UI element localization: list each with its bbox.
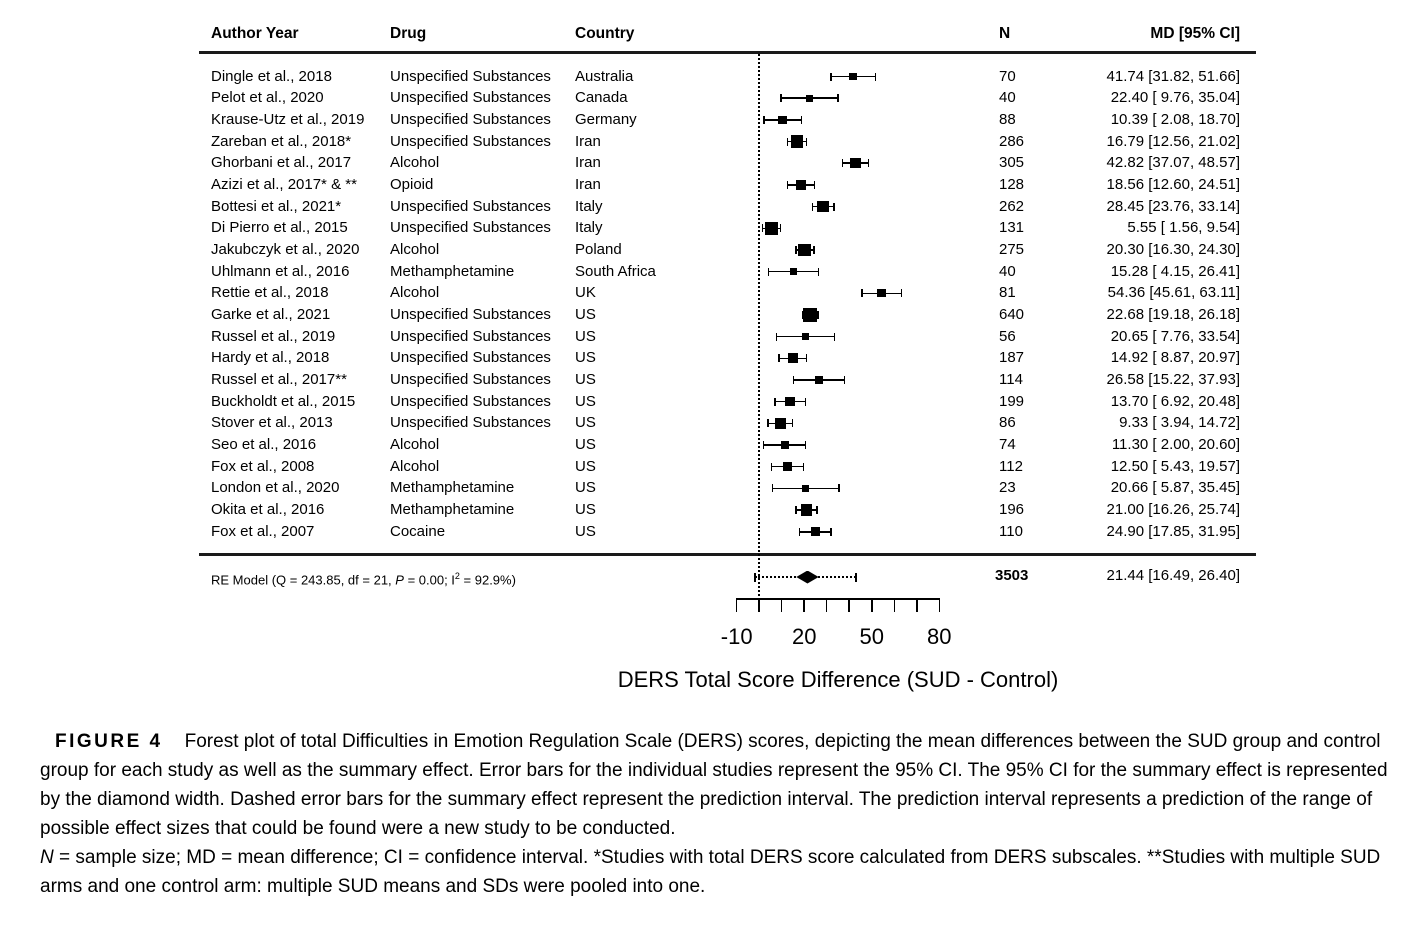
effect-marker — [798, 244, 811, 257]
ci-cap-left — [776, 333, 778, 341]
ci-cap-left — [861, 289, 863, 297]
study-author: London et al., 2020 — [211, 479, 340, 497]
study-n: 56 — [999, 327, 1016, 345]
study-n: 640 — [999, 305, 1025, 323]
effect-marker — [765, 222, 778, 235]
study-n: 74 — [999, 436, 1016, 454]
effect-marker — [778, 116, 787, 125]
prediction-interval-cap-right — [855, 573, 857, 582]
ci-cap-left — [799, 528, 801, 536]
x-axis-tick — [848, 598, 850, 612]
study-author: Russel et al., 2019 — [211, 327, 336, 345]
x-axis-title: DERS Total Score Difference (SUD - Control) — [617, 667, 1059, 692]
study-md-ci: 16.79 [12.56, 21.02] — [1106, 132, 1240, 150]
ci-cap-right — [816, 506, 818, 514]
bottom-rule — [199, 553, 1256, 556]
study-md-ci: 14.92 [ 8.87, 20.97] — [1110, 349, 1240, 367]
study-md-ci: 5.55 [ 1.56, 9.54] — [1127, 219, 1240, 237]
x-axis-tick — [758, 598, 760, 612]
study-country: US — [575, 327, 596, 345]
x-axis-tick-label: 80 — [927, 624, 952, 649]
effect-marker — [788, 353, 798, 363]
study-drug: Unspecified Substances — [390, 132, 551, 150]
ci-cap-right — [780, 224, 782, 232]
x-axis-tick — [939, 598, 941, 612]
ci-cap-right — [868, 159, 870, 167]
ci-cap-right — [806, 138, 808, 146]
study-md-ci: 26.58 [15.22, 37.93] — [1106, 371, 1240, 389]
effect-marker — [803, 308, 817, 322]
study-author: Ghorbani et al., 2017 — [211, 154, 352, 172]
ci-cap-left — [772, 484, 774, 492]
study-drug: Alcohol — [390, 436, 440, 454]
ci-cap-left — [763, 116, 765, 124]
column-header-n: N — [999, 25, 1011, 42]
zero-reference-line — [758, 54, 760, 612]
study-author: Stover et al., 2013 — [211, 414, 333, 432]
ci-cap-right — [830, 528, 832, 536]
summary-n-value: 3503 — [995, 567, 1029, 584]
study-drug: Unspecified Substances — [390, 110, 551, 128]
figure-caption-notes: = sample size; MD = mean difference; CI = confidence interval. *Studies with total DERS score calculated from DERS subscales. **Studies with multiple SUD arms and one control arm: multiple SUD means and SDs were pooled into one. — [40, 847, 1381, 897]
ci-cap-right — [844, 376, 846, 384]
study-md-ci: 12.50 [ 5.43, 19.57] — [1110, 457, 1240, 475]
x-axis-tick — [781, 598, 783, 612]
study-n: 112 — [999, 457, 1023, 475]
study-drug: Unspecified Substances — [390, 89, 551, 107]
ci-cap-right — [801, 116, 803, 124]
prediction-interval-cap-left — [754, 573, 756, 582]
ci-cap-right — [833, 203, 835, 211]
figure-caption-text: Forest plot of total Difficulties in Emotion Regulation Scale (DERS) scores, depicting the mean differences between the SUD group and control group for each study as well as the summary effect. Error bars for the individual studies represent the 95% CI. The 95% CI for the summary effect is represented by the diamond width. Dashed error bars for the summary effect represent the prediction interval. The prediction interval represents a prediction of the range of possible effect sizes that could be found were a new study to be conducted. — [40, 731, 1388, 839]
column-header-drug: Drug — [390, 25, 427, 42]
study-author: Dingle et al., 2018 — [211, 67, 332, 85]
study-country: US — [575, 436, 596, 454]
ci-cap-left — [830, 73, 832, 81]
summary-diamond — [796, 571, 818, 584]
study-country: US — [575, 349, 596, 367]
study-n: 23 — [999, 479, 1016, 497]
header-rule — [199, 51, 1256, 54]
study-country: Germany — [575, 110, 637, 128]
study-drug: Unspecified Substances — [390, 305, 551, 323]
study-country: US — [575, 522, 596, 540]
study-author: Buckholdt et al., 2015 — [211, 392, 356, 410]
ci-cap-left — [812, 203, 814, 211]
study-n: 187 — [999, 349, 1025, 367]
x-axis-tick-label: -10 — [720, 624, 753, 649]
ci-cap-left — [767, 419, 769, 427]
study-drug: Alcohol — [390, 284, 440, 302]
study-author: Seo et al., 2016 — [211, 436, 317, 454]
study-drug: Cocaine — [390, 522, 446, 540]
study-author: Fox et al., 2007 — [211, 522, 315, 540]
study-country: Iran — [575, 175, 601, 193]
study-author: Bottesi et al., 2021* — [211, 197, 342, 215]
study-author: Rettie et al., 2018 — [211, 284, 329, 302]
study-md-ci: 54.36 [45.61, 63.11] — [1107, 284, 1240, 302]
study-drug: Alcohol — [390, 457, 440, 475]
study-n: 86 — [999, 414, 1016, 432]
study-country: Italy — [575, 197, 603, 215]
study-n: 70 — [999, 67, 1016, 85]
study-author: Jakubczyk et al., 2020 — [211, 240, 360, 258]
study-n: 81 — [999, 284, 1016, 302]
study-country: US — [575, 414, 596, 432]
ci-cap-left — [771, 463, 773, 471]
ci-cap-left — [793, 376, 795, 384]
study-n: 275 — [999, 240, 1025, 258]
study-md-ci: 21.00 [16.26, 25.74] — [1106, 501, 1240, 519]
effect-marker — [817, 201, 829, 213]
study-n: 128 — [999, 175, 1025, 193]
figure-caption — [40, 727, 1392, 901]
effect-marker — [802, 485, 809, 492]
study-n: 131 — [999, 219, 1025, 237]
study-drug: Unspecified Substances — [390, 392, 551, 410]
study-md-ci: 22.68 [19.18, 26.18] — [1106, 305, 1240, 323]
study-drug: Unspecified Substances — [390, 219, 551, 237]
study-md-ci: 20.65 [ 7.76, 33.54] — [1110, 327, 1240, 345]
ci-cap-left — [795, 246, 797, 254]
study-author: Di Pierro et al., 2015 — [211, 219, 348, 237]
ci-cap-right — [806, 354, 808, 362]
study-country: Iran — [575, 154, 601, 172]
study-drug: Methamphetamine — [390, 479, 515, 497]
study-md-ci: 18.56 [12.60, 24.51] — [1106, 175, 1240, 193]
study-n: 88 — [999, 110, 1016, 128]
effect-marker — [806, 95, 813, 102]
ci-cap-left — [795, 506, 797, 514]
effect-marker — [790, 268, 797, 275]
study-author: Krause-Utz et al., 2019 — [211, 110, 365, 128]
study-author: Fox et al., 2008 — [211, 457, 315, 475]
ci-cap-right — [875, 73, 877, 81]
x-axis-tick — [826, 598, 828, 612]
effect-marker — [877, 289, 885, 297]
ci-cap-right — [805, 441, 807, 449]
x-axis-tick — [894, 598, 896, 612]
study-md-ci: 11.30 [ 2.00, 20.60] — [1111, 436, 1240, 454]
x-axis-tick-label: 50 — [859, 624, 884, 649]
effect-marker — [811, 527, 820, 536]
study-country: US — [575, 457, 596, 475]
ci-cap-right — [805, 398, 807, 406]
study-country: Canada — [575, 89, 628, 107]
study-n: 199 — [999, 392, 1025, 410]
study-drug: Alcohol — [390, 154, 440, 172]
study-country: US — [575, 371, 596, 389]
study-country: US — [575, 479, 596, 497]
study-md-ci: 41.74 [31.82, 51.66] — [1106, 67, 1240, 85]
summary-md-ci-value: 21.44 [16.49, 26.40] — [1106, 567, 1240, 584]
ci-cap-right — [818, 268, 820, 276]
ci-cap-right — [837, 94, 839, 102]
study-n: 305 — [999, 154, 1025, 172]
effect-marker — [815, 376, 822, 383]
ci-cap-left — [762, 224, 764, 232]
study-author: Russel et al., 2017** — [211, 371, 347, 389]
ci-cap-right — [813, 246, 815, 254]
x-axis-tick — [871, 598, 873, 612]
column-header-author-year: Author Year — [211, 25, 299, 42]
effect-marker — [802, 333, 809, 340]
study-author: Okita et al., 2016 — [211, 501, 325, 519]
ci-cap-left — [774, 398, 776, 406]
effect-marker — [775, 418, 786, 429]
re-model-label — [211, 567, 516, 589]
study-md-ci: 22.40 [ 9.76, 35.04] — [1110, 89, 1240, 107]
study-country: US — [575, 392, 596, 410]
study-md-ci: 20.30 [16.30, 24.30] — [1106, 240, 1240, 258]
x-axis-tick-label: 20 — [791, 624, 817, 649]
ci-cap-left — [763, 441, 765, 449]
effect-marker — [783, 462, 792, 471]
study-author: Zareban et al., 2018* — [211, 132, 352, 150]
study-country: South Africa — [575, 262, 656, 280]
study-author: Pelot et al., 2020 — [211, 89, 324, 107]
study-country: Iran — [575, 132, 601, 150]
ci-cap-left — [787, 181, 789, 189]
ci-cap-right — [792, 419, 794, 427]
re-model-p-italic: P — [395, 572, 404, 588]
study-md-ci: 42.82 [37.07, 48.57] — [1106, 154, 1240, 172]
x-axis-tick — [803, 598, 805, 612]
ci-cap-right — [817, 311, 819, 319]
ci-cap-left — [778, 354, 780, 362]
study-drug: Alcohol — [390, 240, 440, 258]
study-md-ci: 9.33 [ 3.94, 14.72] — [1119, 414, 1240, 432]
x-axis-line — [737, 598, 940, 600]
column-header-country: Country — [575, 25, 635, 42]
effect-marker — [791, 135, 803, 147]
study-author: Hardy et al., 2018 — [211, 349, 330, 367]
figure-caption-n-italic: N — [40, 847, 54, 868]
ci-cap-left — [780, 94, 782, 102]
study-drug: Opioid — [390, 175, 434, 193]
study-md-ci: 24.90 [17.85, 31.95] — [1106, 522, 1240, 540]
study-country: Italy — [575, 219, 603, 237]
study-drug: Unspecified Substances — [390, 414, 551, 432]
study-drug: Unspecified Substances — [390, 197, 551, 215]
re-model-label-suffix: = 92.9%) — [459, 572, 516, 588]
effect-marker — [849, 73, 857, 81]
study-drug: Unspecified Substances — [390, 67, 551, 85]
study-country: US — [575, 305, 596, 323]
study-drug: Methamphetamine — [390, 501, 515, 519]
ci-cap-right — [803, 463, 805, 471]
study-country: Australia — [575, 67, 634, 85]
x-axis-tick — [916, 598, 918, 612]
study-country: US — [575, 501, 596, 519]
study-drug: Unspecified Substances — [390, 349, 551, 367]
ci-cap-left — [787, 138, 789, 146]
effect-marker — [801, 504, 813, 516]
re-model-i-squared-sup: 2 — [454, 571, 460, 581]
study-md-ci: 20.66 [ 5.87, 35.45] — [1110, 479, 1240, 497]
study-drug: Unspecified Substances — [390, 327, 551, 345]
ci-cap-right — [814, 181, 816, 189]
study-md-ci: 28.45 [23.76, 33.14] — [1106, 197, 1240, 215]
study-md-ci: 10.39 [ 2.08, 18.70] — [1110, 110, 1240, 128]
study-drug: Unspecified Substances — [390, 371, 551, 389]
study-author: Garke et al., 2021 — [211, 305, 331, 323]
ci-cap-right — [838, 484, 840, 492]
ci-cap-left — [768, 268, 770, 276]
column-header-md-ci: MD [95% CI] — [1150, 25, 1240, 42]
study-n: 286 — [999, 132, 1025, 150]
study-drug: Methamphetamine — [390, 262, 515, 280]
study-n: 262 — [999, 197, 1025, 215]
study-n: 40 — [999, 262, 1016, 280]
study-author: Uhlmann et al., 2016 — [211, 262, 350, 280]
ci-cap-right — [834, 333, 836, 341]
ci-cap-left — [842, 159, 844, 167]
study-author: Azizi et al., 2017* & ** — [211, 175, 357, 193]
effect-marker — [796, 180, 806, 190]
effect-marker — [781, 441, 789, 449]
ci-cap-right — [901, 289, 903, 297]
re-model-label-mid: = 0.00; I — [403, 572, 455, 588]
study-n: 196 — [999, 501, 1025, 519]
x-axis-tick — [736, 598, 738, 612]
effect-marker — [785, 397, 794, 406]
study-n: 110 — [999, 522, 1023, 540]
study-md-ci: 13.70 [ 6.92, 20.48] — [1110, 392, 1240, 410]
study-n: 40 — [999, 89, 1016, 107]
study-country: Poland — [575, 240, 622, 258]
study-md-ci: 15.28 [ 4.15, 26.41] — [1110, 262, 1240, 280]
figure-caption-label: FIGURE 4 — [55, 731, 163, 752]
re-model-label-prefix: RE Model (Q = 243.85, df = 21, — [211, 572, 396, 588]
study-country: UK — [575, 284, 596, 302]
effect-marker — [850, 158, 860, 168]
study-n: 114 — [999, 371, 1023, 389]
